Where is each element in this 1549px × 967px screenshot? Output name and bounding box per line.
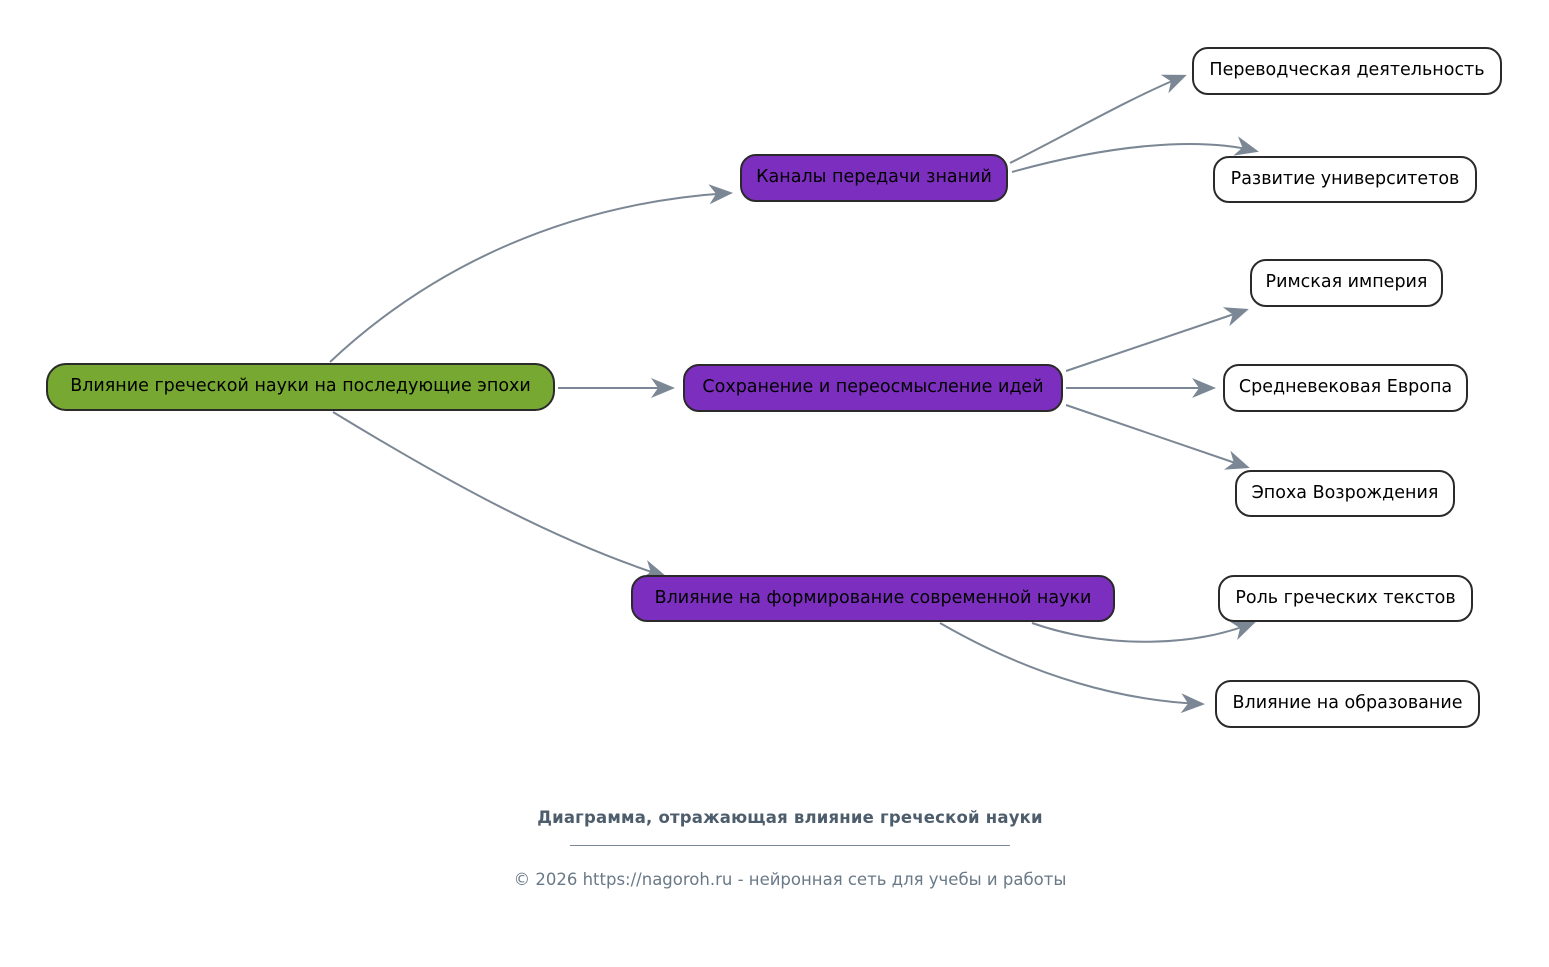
node-preservation bbox=[683, 364, 1063, 412]
footer bbox=[0, 808, 1549, 889]
node-renaissance bbox=[1235, 470, 1455, 517]
diagram-caption: Диаграмма, отражающая влияние греческой науки bbox=[537, 808, 1043, 827]
node-modern-science bbox=[631, 575, 1115, 622]
node-translation bbox=[1192, 47, 1502, 95]
node-roman-empire-label: Римская империя bbox=[1265, 272, 1428, 293]
edge-modern-science-greek-texts bbox=[1032, 623, 1253, 642]
node-modern-science-label: Влияние на формирование современной науки bbox=[654, 587, 1092, 608]
node-education bbox=[1215, 680, 1480, 728]
edge-root-channels bbox=[330, 193, 730, 362]
edge-preservation-roman-empire bbox=[1066, 310, 1246, 371]
node-renaissance-label: Эпоха Возрождения bbox=[1251, 482, 1439, 503]
node-root bbox=[46, 363, 555, 411]
node-translation-label: Переводческая деятельность bbox=[1209, 60, 1485, 81]
edge-preservation-renaissance bbox=[1066, 405, 1247, 467]
footer-divider bbox=[570, 845, 1010, 846]
node-medieval-europe bbox=[1223, 364, 1468, 412]
node-preservation-label: Сохранение и переосмысление идей bbox=[702, 377, 1044, 398]
edge-modern-science-education bbox=[940, 623, 1202, 704]
node-channels-label: Каналы передачи знаний bbox=[756, 167, 992, 188]
node-medieval-europe-label: Средневековая Европа bbox=[1238, 377, 1453, 398]
node-education-label: Влияние на образование bbox=[1232, 693, 1463, 714]
node-greek-texts-label: Роль греческих текстов bbox=[1235, 587, 1456, 608]
node-greek-texts bbox=[1218, 575, 1473, 622]
node-universities bbox=[1213, 156, 1477, 203]
node-channels bbox=[740, 154, 1008, 202]
copyright-line: © 2026 https://nagoroh.ru - нейронная сеть для учебы и работы bbox=[513, 870, 1067, 889]
edge-root-modern-science bbox=[333, 412, 664, 576]
node-roman-empire bbox=[1250, 259, 1443, 307]
node-root-label: Влияние греческой науки на последующие эпохи bbox=[70, 376, 531, 397]
edge-channels-translation bbox=[1010, 76, 1184, 163]
node-universities-label: Развитие университетов bbox=[1230, 168, 1460, 189]
